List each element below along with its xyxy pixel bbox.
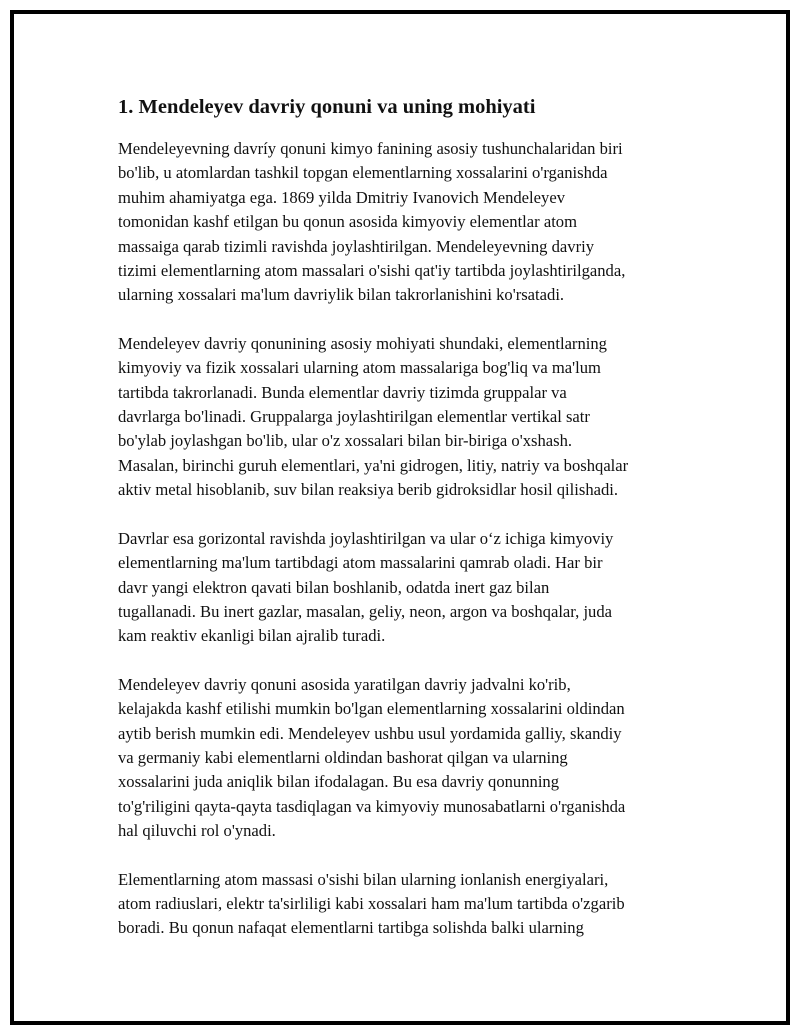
section-heading: 1. Mendeleyev davriy qonuni va uning mohiyati [118,96,536,118]
paragraph: Elementlarning atom massasi o'sishi bilan ularning ionlanish energiyalari, atom radiuslari, elektr ta'sirliligi kabi xossalari ham ma'lum tartibda o'zgarib boradi. Bu qonun nafaqat elementlarni tartibga solishda balki ularning [118,869,625,938]
paragraph: Mendeleyev davriy qonuni asosida yaratilgan davriy jadvalni ko'rib, kelajakda kashf etilishi mumkin bo'lgan elementlarning xossalarini oldindan aytib berish mumkin edi. Mendeleyev ushbu usul yordamida galliy, skandiy va germaniy kabi elementlarni oldindan bashorat qilgan va ularning xossalarini juda aniqlik bilan ifodalagan. Bu esa davriy qonunning to'g'riligini qayta-qayta tasdiqlagan va kimyoviy munosabatlarni o'rganishda hal qiluvchi rol o'ynadi. [118,674,626,841]
document-body [118,88,688,965]
paragraph: Mendeleyev davriy qonunining asosiy mohiyati shundaki, elementlarning kimyoviy va fizik xossalari ularning atom massalariga bog'liq va ma'lum tartibda takrorlanadi. Bunda elementlar davriy tizimda gruppalar va davrlarga bo'linadi. Gruppalarga joylashtirilgan elementlar vertikal satr bo'ylab joylashgan bo'lib, ular o'z xossalari bilan bir-biriga o'xshash. Masalan, birinchi guruh elementlari, ya'ni gidrogen, litiy, natriy va boshqalar aktiv metal hisoblanib, suv bilan reaksiya berib gidroksidlar hosil qilishadi. [118,333,629,500]
paragraph: Mendeleyevning davríy qonuni kimyo fanining asosiy tushunchalaridan biri bo'lib, u atomlardan tashkil topgan elementlarning xossalarini o'rganishda muhim ahamiyatga ega. 1869 yilda Dmitriy Ivanovich Mendeleyev tomonidan kashf etilgan bu qonun asosida kimyoviy elementlar atom massaiga qarab tizimli ravishda joylashtirilgan. Mendeleyevning davriy tizimi elementlarning atom massalari o'sishi qat'iy tartibda joylashtirilganda, ularning xossalari ma'lum davriylik bilan takrorlanishini ko'rsatadi. [118,139,626,305]
paragraph: Davrlar esa gorizontal ravishda joylashtirilgan va ular o‘z ichiga kimyoviy elementlarning ma'lum tartibdagi atom massalarini qamrab oladi. Har bir davr yangi elektron qavati bilan boshlanib, odatda inert gaz bilan tugallanadi. Bu inert gazlar, masalan, geliy, neon, argon va boshqalar, juda kam reaktiv ekanligi bilan ajralib turadi. [118,528,614,646]
